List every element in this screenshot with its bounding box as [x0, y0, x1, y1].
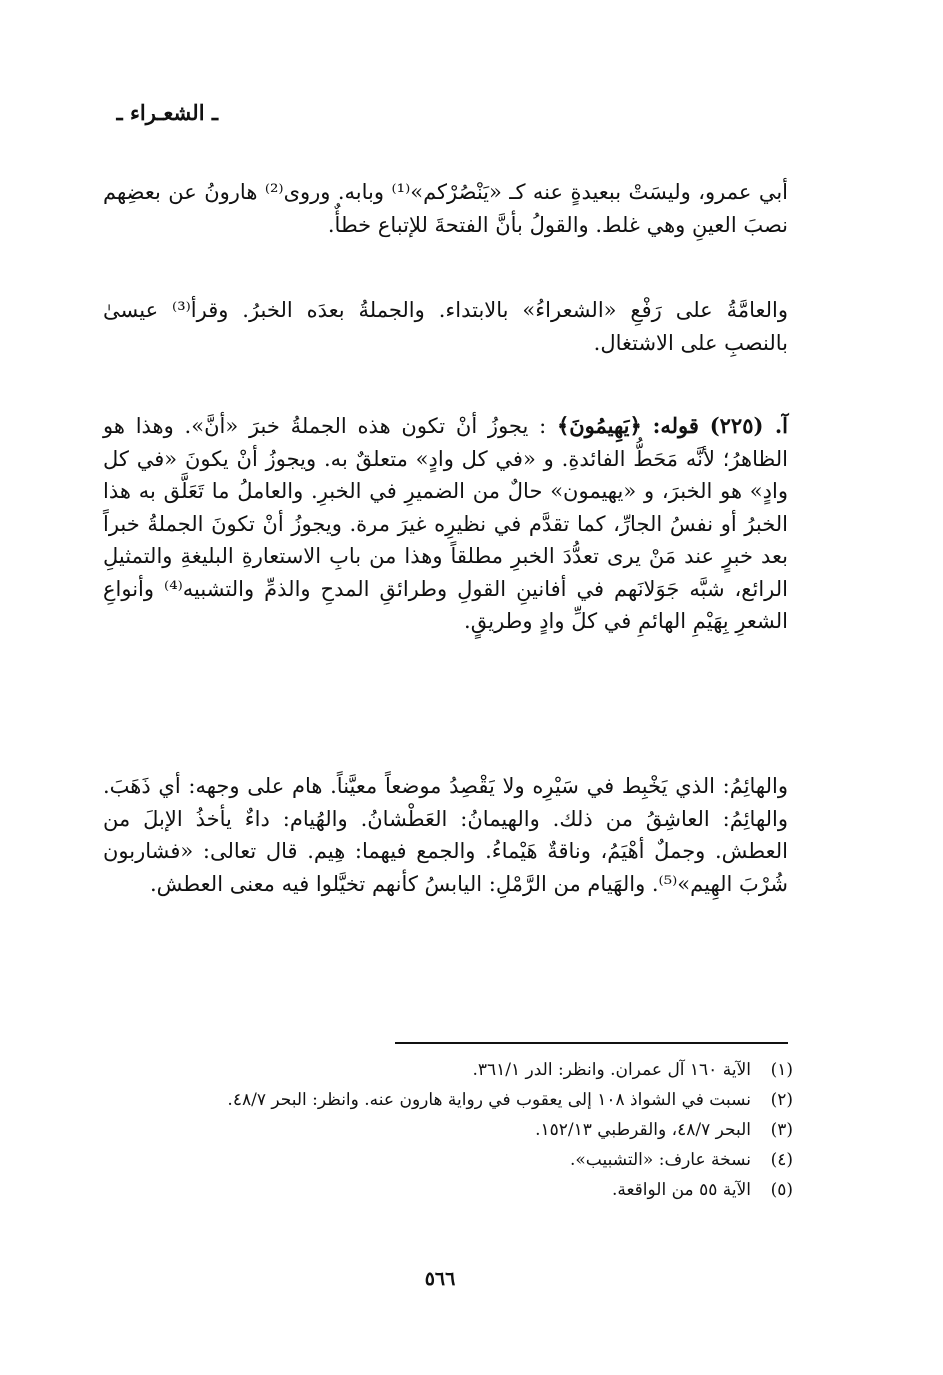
footnote-text: الآية ٥٥ من الواقعة.: [611, 1180, 751, 1200]
footnote-2: [153, 1085, 793, 1115]
quran-lemma: ﴿يَهِيمُونَ﴾: [556, 413, 642, 438]
entry-commentary: : يجوزُ أنْ تكون هذه الجملةُ خبرَ «أنَّ». وهذا هو الظاهرُ؛ لأنَّه مَحَطُّ الفائدةِ. و «في كل وادٍ» متعلقٌ به. ويجوزُ أنْ يكونَ «في كل وادٍ» هو الخبرَ، و «يهيمون» حالٌ من الضميرِ في الخبرِ. والعاملُ ما تَعَلَّق به هذا الخبرُ أو نفسُ الجارِّ، كما تقدَّم في نظيرِه غيرَ مرة. ويجوزُ أنْ تكونَ الجملةُ خبراً بعد خبرٍ عند مَنْ يرى تعدُّدَ الخبرِ مطلقاً وهذا من بابِ الاستعارةِ البليغةِ والتمثيلِ الرائع، شبَّه جَوَلانَهم في أفانينِ القولِ وطرائقِ المدحِ والذمِّ والتشبيه⁽⁴⁾ وأنواعِ الشعرِ بِهَيْمِ الهائمِ في كلِّ وادٍ وطريقٍ.: [103, 414, 788, 633]
entry-label: قوله:: [652, 413, 699, 438]
footnote-4: [153, 1145, 793, 1175]
footnote-1: [153, 1055, 793, 1085]
running-head: ـ الشعـراء ـ: [116, 100, 218, 125]
paragraph-4: والهائِمُ: الذي يَخْبِط في سَيْرِه ولا يَقْصِدُ موضعاً معيَّناً. هام على وجهه: أي ذَهَبَ. والهائِمُ: العاشِقُ من ذلك. والهيمانُ: العَطْشانُ. والهُيام: داءٌ يأخذُ الإبلَ من العطش. وجملٌ أهْيَمُ، وناقةٌ هَيْماءُ. والجمع فيهما: هِيم. قال تعالى: «فشاربون شُرْبَ الهِيم»⁽⁵⁾. والهَيام من الرَّمْلِ: اليابسُ كأنهم تخيَّلوا فيه معنى العطش.: [103, 774, 788, 896]
footnote-number: (٢): [770, 1090, 793, 1110]
footnotes: [153, 1055, 793, 1205]
paragraph-3-entry: [103, 410, 788, 638]
footnote-text: نسبت في الشواذ ١٠٨ إلى يعقوب في رواية هارون عنه. وانظر: البحر ٤٨/٧.: [227, 1090, 751, 1110]
footnote-number: (١): [770, 1060, 793, 1080]
footnote-text: البحر ٤٨/٧، والقرطبي ١٥٢/١٣.: [535, 1120, 751, 1140]
footnote-3: [153, 1115, 793, 1145]
page-number: ٥٦٦: [424, 1268, 456, 1290]
footnote-number: (٤): [770, 1150, 793, 1170]
footnote-separator: [395, 1042, 788, 1044]
entry-number: آ. (٢٢٥): [709, 413, 788, 438]
footnote-text: نسخة عارف: «التشبيب».: [569, 1150, 751, 1170]
footnote-text: الآية ١٦٠ آل عمران. وانظر: الدر ٣٦١/١.: [472, 1060, 751, 1080]
footnote-number: (٣): [770, 1120, 793, 1140]
paragraph-2: والعامَّةُ على رَفْعِ «الشعراءُ» بالابتداء. والجملةُ بعدَه الخبرُ. وقرأ⁽³⁾ عيسىٰ بالنصبِ على الاشتغال.: [103, 298, 789, 355]
paragraph-1: أبي عمرو، وليسَتْ ببعيدةٍ عنه كـ «يَنْصُرْكم»⁽¹⁾ وبابه. وروى⁽²⁾ هارونُ عن بعضِهم نصبَ العينِ وهي غلط. والقولُ بأنَّ الفتحةَ للإتباع خطأٌ.: [103, 180, 789, 237]
footnote-number: (٥): [770, 1180, 793, 1200]
footnote-5: [153, 1175, 793, 1205]
